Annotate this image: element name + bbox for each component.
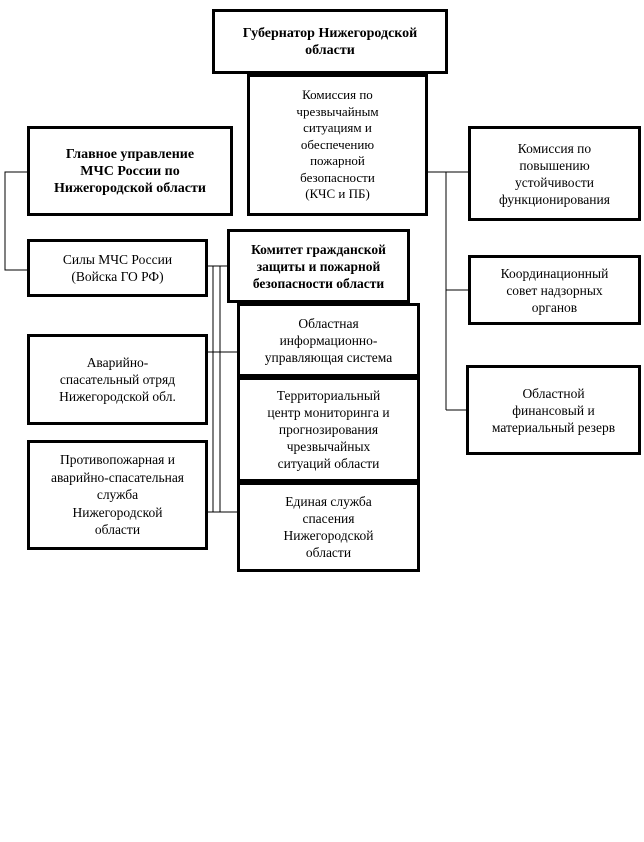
monitoring-center-box: Территориальный центр мониторинга и прогнозирования чрезвычайных ситуаций области	[237, 377, 420, 482]
fire-service-box: Противопожарная и аварийно-спасательная служба Нижегородской области	[27, 440, 208, 550]
committee-box: Комитет гражданской защиты и пожарной безопасности области	[227, 229, 410, 303]
connector-mchs-main-forces	[5, 172, 27, 270]
supervisory-council-box: Координационный совет надзорных органов	[468, 255, 641, 325]
rescue-unit-box: Аварийно- спасательный отряд Нижегородской обл.	[27, 334, 208, 425]
info-system-box: Областная информационно- управляющая система	[237, 303, 420, 377]
stability-commission-box: Комиссия по повышению устойчивости функционирования	[468, 126, 641, 221]
governor-box: Губернатор Нижегородской области	[212, 9, 448, 74]
mchs-main-box: Главное управление МЧС России по Нижегородской области	[27, 126, 233, 216]
kchs-box: Комиссия по чрезвычайным ситуациям и обеспечению пожарной безопасности (КЧС и ПБ)	[247, 74, 428, 216]
reserve-box: Областной финансовый и материальный резерв	[466, 365, 641, 455]
mchs-forces-box: Силы МЧС России (Войска ГО РФ)	[27, 239, 208, 297]
rescue-service-box: Единая служба спасения Нижегородской области	[237, 482, 420, 572]
